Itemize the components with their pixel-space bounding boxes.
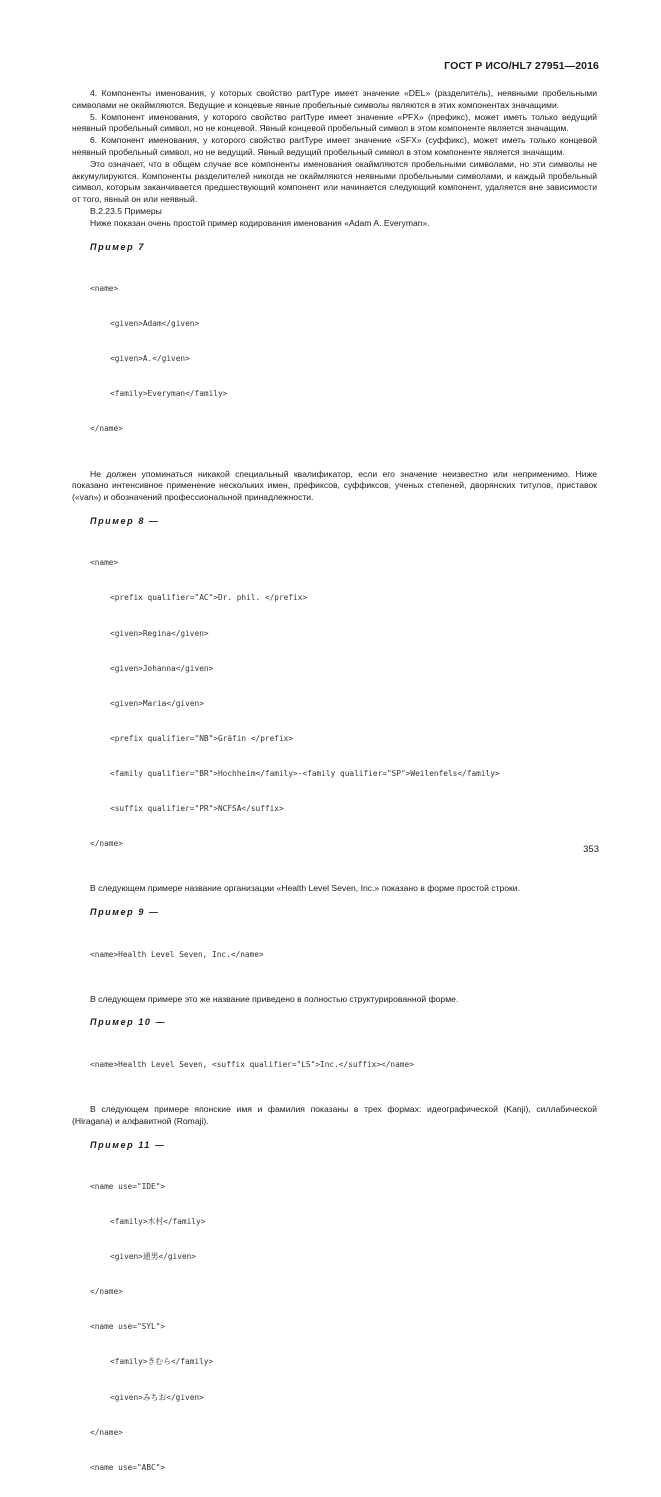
example-11-label: Пример 11 — bbox=[90, 1139, 166, 1150]
code-line: <family>Everyman</family> bbox=[110, 389, 228, 399]
code-line: <given>みちお</given> bbox=[110, 1392, 204, 1402]
paragraph-del: 4. Компоненты именования, у которых свойство partType имеет значение «DEL» (разделитель), неявными пробельными символами не окаймляются. Ведущие и концевые явные пробельные символы являются в этих компонентах значащими. bbox=[72, 88, 597, 110]
code-line: <family qualifier="BR">Hochheim</family>-<family qualifier="SP">Weilenfels</family> bbox=[110, 768, 500, 778]
code-line: </name> bbox=[90, 839, 123, 849]
example-8-code bbox=[90, 534, 597, 873]
section-heading: В.2.23.5 Примеры bbox=[90, 205, 162, 216]
paragraph-before-10: В следующем примере это же название приведено в полностью структурированной форме. bbox=[90, 993, 459, 1004]
code-line: <suffix qualifier="PR">NCFSA</suffix> bbox=[110, 804, 284, 814]
example-10-code bbox=[90, 1035, 597, 1094]
example-9-code bbox=[90, 925, 597, 984]
example-7-label: Пример 7 bbox=[90, 241, 145, 252]
code-line: <given>Adam</given> bbox=[110, 319, 200, 329]
code-line: <given>Regina</given> bbox=[110, 628, 209, 638]
code-line: <prefix qualifier="NB">Gräfin </prefix> bbox=[110, 733, 294, 743]
example-11-code bbox=[90, 1158, 597, 1497]
code-line: <prefix qualifier="AC">Dr. phil. </prefix> bbox=[110, 593, 308, 603]
code-line: <family>きむら</family> bbox=[110, 1357, 214, 1367]
code-line: <given>A.</given> bbox=[110, 354, 190, 364]
code-line: <name use="IDE"> bbox=[90, 1181, 166, 1191]
example-7-code bbox=[90, 260, 597, 459]
code-line: <given>Johanna</given> bbox=[110, 663, 214, 673]
code-line: <name use="SYL"> bbox=[90, 1322, 166, 1332]
code-line: <given>Maria</given> bbox=[110, 698, 204, 708]
paragraph-sfx: 6. Компонент именования, у которого свойство partType имеет значение «SFX» (суффикс), может иметь только концевой неявный пробельный символ, но не ведущий. Явный ведущий пробельный символ в этом компоненте является значащим. bbox=[72, 135, 597, 157]
code-line: <family>木村</family> bbox=[110, 1217, 206, 1227]
code-line: <name>Health Level Seven, <suffix qualifier="LS">Inc.</suffix></name> bbox=[90, 1059, 414, 1069]
example-9-label: Пример 9 — bbox=[90, 907, 160, 918]
page-content bbox=[72, 88, 597, 1497]
paragraph-summary: Это означает, что в общем случае все компоненты именования окаймляются пробельными символами, но эти символы не аккумулируются. Компоненты разделителей никогда не окаймляются неявными пробельными символами, и каждый пробельный символ, которым заканчивается предшествующий компонент или начинается следующий компонент, удаляется вне зависимости от того, явный он или неявный. bbox=[72, 158, 597, 205]
code-line: <name use="ABC"> bbox=[90, 1462, 166, 1472]
code-line: </name> bbox=[90, 1427, 123, 1437]
intro-example-7: Ниже показан очень простой пример кодирования именования «Adam A. Everyman». bbox=[90, 217, 430, 228]
code-line: <given>通男</given> bbox=[110, 1252, 197, 1262]
example-8-label: Пример 8 — bbox=[90, 515, 160, 526]
paragraph-before-11: В следующем примере японские имя и фамилия показаны в трех формах: идеографической (Kanji), силлабической (Hiragana) и алфавитной (Romaji). bbox=[72, 1103, 597, 1126]
code-line: </name> bbox=[90, 424, 123, 434]
code-line: <name> bbox=[90, 283, 119, 293]
code-line: </name> bbox=[90, 1287, 123, 1297]
paragraph-pfx: 5. Компонент именования, у которого свойство partType имеет значение «PFX» (префикс), может иметь только ведущий неявный пробельный символ, но не концевой. Явный концевой пробельный символ в этом компоненте является значащим. bbox=[72, 111, 597, 134]
example-10-label: Пример 10 — bbox=[90, 1017, 167, 1028]
code-line: <name>Health Level Seven, Inc.</name> bbox=[90, 949, 264, 959]
document-header: ГОСТ Р ИСО/HL7 27951—2016 bbox=[444, 60, 599, 72]
code-line: <name> bbox=[90, 558, 119, 568]
page-number: 353 bbox=[583, 844, 599, 855]
paragraph-after-7: Не должен упоминаться никакой специальный квалификатор, если его значение неизвестно или неприменимо. Ниже показано интенсивное применение нескольких имен, префиксов, суффиксов, ученых степеней, дворянских титулов, приставок («van») и обозначений профессиональной принадлежности. bbox=[72, 468, 597, 503]
paragraph-before-9: В следующем примере название организации «Health Level Seven, Inc.» показано в форме простой строки. bbox=[90, 883, 520, 894]
